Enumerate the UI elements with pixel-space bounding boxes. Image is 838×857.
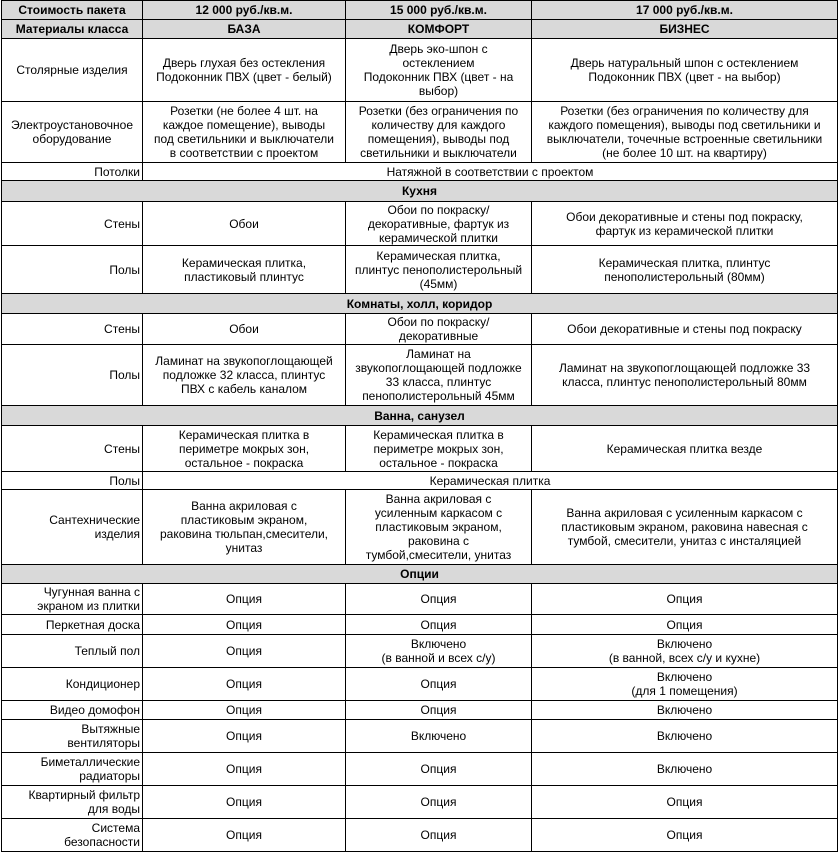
cell-line: Опция (226, 762, 262, 776)
rooms-floors-business (532, 345, 838, 406)
price-business: 17 000 руб./кв.м. (532, 1, 838, 20)
plumbing-row (2, 490, 838, 565)
kitchen-section-row (2, 181, 838, 202)
cell-line: Ванна акриловая с усиленным каркасом с (566, 506, 803, 520)
cell-line: остеклением (402, 56, 475, 70)
cell-line: (для 1 помещения) (631, 684, 738, 698)
cell-line: пенополистерольный (80мм) (604, 269, 765, 284)
kitchen-floors-business (532, 246, 838, 294)
package-comparison-table (1, 0, 838, 852)
cell-line: Опция (420, 592, 457, 606)
cell-line: выключатели, точечные встроенные светильники (546, 132, 823, 146)
cell-line: Включено (656, 670, 713, 684)
option-row (2, 615, 838, 635)
package-cost-label: Стоимость пакета (2, 1, 143, 20)
option-business (532, 819, 838, 852)
cell-line: (45мм) (419, 276, 458, 291)
cell-line: Розетки (без ограничения по количеству для (560, 104, 809, 118)
bath-walls-label: Стены (2, 426, 143, 472)
cell-line: ПВХ с кабель каналом (180, 382, 308, 396)
cell-line: остальное - покраска (379, 455, 498, 470)
rooms-floors-base (143, 345, 346, 406)
electrical-base (143, 102, 346, 163)
option-label (2, 701, 143, 720)
cell-line: пластиковым экраном, раковина навесная с (561, 520, 808, 534)
cell-line: Кондиционер (65, 677, 140, 691)
cell-line: Квартирный фильтр (28, 788, 140, 802)
option-comfort (346, 584, 532, 615)
option-row (2, 635, 838, 668)
kitchen-section-title: Кухня (2, 181, 838, 202)
cell-line: Обои по покраску/ (387, 202, 490, 217)
cell-line: Видео домофон (49, 703, 140, 717)
cell-line: Электроустановочное (10, 118, 134, 132)
cell-line: Вытяжные (81, 722, 140, 736)
cell-line: Включено (410, 637, 467, 651)
cell-line: Опция (226, 644, 262, 658)
cell-line: фартук из керамической плитки (595, 223, 774, 238)
cell-line: Подоконник ПВХ (цвет - белый) (156, 70, 332, 84)
electrical-comfort (346, 102, 532, 163)
cell-line: оборудование (32, 132, 112, 146)
cell-line: Опция (226, 828, 262, 842)
joinery-row (2, 39, 838, 102)
option-base (143, 668, 346, 701)
cell-line: Ванна акриловая с (385, 492, 492, 506)
cell-line: Ламинат на звукопоглощающей подложке 33 (558, 361, 811, 375)
cell-line: Сантехнические (49, 513, 140, 527)
cell-line: раковина тюльпан,смесители, (159, 527, 329, 541)
kitchen-walls-business (532, 202, 838, 246)
cell-line: под светильники и выключатели (154, 132, 334, 146)
cell-line: Керамическая плитка, плинтус (598, 255, 771, 270)
cell-line: (не более 10 шт. на квартиру) (602, 146, 767, 160)
joinery-label: Столярные изделия (2, 39, 143, 102)
bath-floors-row (2, 472, 838, 490)
cell-line: керамической плитки (378, 230, 499, 245)
cell-line: тумбой,смесители, унитаз (365, 548, 512, 562)
cell-line: Дверь глухая без остекления (162, 56, 326, 70)
option-row (2, 720, 838, 753)
rooms-walls-base: Обои (143, 314, 346, 345)
cell-line: Дверь натуральный шпон с остеклением (570, 56, 799, 70)
cell-line: в соответствии с проектом (169, 146, 319, 160)
joinery-comfort (346, 39, 532, 102)
cell-line: Розетки (без ограничения по (358, 104, 519, 118)
kitchen-floors-base (143, 246, 346, 294)
cell-line: радиаторы (79, 769, 140, 783)
cell-line: Керамическая плитка в (178, 427, 310, 442)
cell-line: декоративные, фартук из (367, 216, 510, 231)
option-base (143, 584, 346, 615)
cell-line: тумбой, смесители, унитаз с инсталяцией (567, 534, 802, 548)
cell-line: Опция (420, 762, 457, 776)
cell-line: количеству для каждого (371, 118, 506, 132)
kitchen-floors-label: Полы (2, 246, 143, 294)
cell-line: Включено (656, 729, 713, 743)
cell-line: пенополистерольный 45мм (362, 389, 515, 403)
bath-walls-row (2, 426, 838, 472)
rooms-walls-row (2, 314, 838, 345)
cell-line: Опция (420, 677, 457, 691)
rooms-section-title: Комнаты, холл, коридор (2, 294, 838, 314)
cell-line: Опция (226, 617, 262, 632)
cell-line: выбор) (418, 84, 459, 98)
option-label (2, 615, 143, 635)
cell-line: Включено (656, 703, 713, 717)
option-row (2, 819, 838, 852)
cell-line: подложке 32 класса, плинтус (162, 368, 326, 382)
option-business (532, 786, 838, 819)
bath-floors-label: Полы (2, 472, 143, 490)
cell-line: Ванна акриловая с (191, 499, 297, 513)
cell-line: Включено (656, 637, 713, 651)
option-comfort (346, 701, 532, 720)
cell-line: пластиковым экраном, (180, 513, 308, 527)
option-label (2, 635, 143, 668)
cell-line: Керамическая плитка, (376, 248, 501, 263)
bathroom-section-title: Ванна, санузел (2, 406, 838, 426)
option-base (143, 819, 346, 852)
option-base (143, 753, 346, 786)
cell-line: Ламинат на (406, 347, 471, 361)
cell-line: (в ванной и всех с/у) (381, 651, 496, 665)
option-comfort (346, 668, 532, 701)
joinery-base (143, 39, 346, 102)
option-base (143, 786, 346, 819)
bath-walls-comfort (346, 426, 532, 472)
option-label (2, 668, 143, 701)
cell-line: звукопоглощающей подложке (355, 361, 522, 375)
cell-line: для воды (87, 802, 140, 816)
option-base (143, 635, 346, 668)
cell-line: остальное - покраска (184, 455, 304, 470)
cell-line: Обои декоративные и стены под покраску, (566, 209, 803, 224)
option-base (143, 720, 346, 753)
cell-line: Опция (226, 729, 262, 743)
cell-line: Керамическая плитка, (181, 255, 307, 270)
option-business (532, 701, 838, 720)
electrical-business (532, 102, 838, 163)
ceilings-label: Потолки (2, 163, 143, 181)
option-row (2, 701, 838, 720)
cell-line: безопасности (64, 835, 140, 849)
option-label (2, 786, 143, 819)
cell-line: Опция (666, 795, 703, 809)
cell-line: помещения), выводы под (367, 132, 510, 146)
joinery-business (532, 39, 838, 102)
cell-line: (в ванной, всех с/у и кухне) (608, 651, 761, 665)
cell-line: Обои по покраску/ (387, 315, 490, 329)
option-base (143, 701, 346, 720)
cell-line: Опция (420, 703, 457, 717)
rooms-section-row (2, 294, 838, 314)
price-comfort: 15 000 руб./кв.м. (346, 1, 532, 20)
option-comfort (346, 786, 532, 819)
bath-floors-value: Керамическая плитка (143, 472, 838, 490)
cell-line: пластиковый плинтус (184, 269, 304, 284)
option-comfort (346, 615, 532, 635)
rooms-floors-label: Полы (2, 345, 143, 406)
option-comfort (346, 819, 532, 852)
cell-line: Дверь эко-шпон с (389, 42, 488, 56)
cell-line: усиленным каркасом с (374, 506, 503, 520)
cell-line: Перкетная доска (45, 617, 140, 632)
plumbing-label (2, 490, 143, 565)
materials-class-label: Материалы класса (2, 20, 143, 39)
bath-walls-business: Керамическая плитка везде (532, 426, 838, 472)
ceilings-value: Натяжной в соответствии с проектом (143, 163, 838, 181)
option-label (2, 819, 143, 852)
kitchen-walls-comfort (346, 202, 532, 246)
class-base: БАЗА (143, 20, 346, 39)
cell-line: Керамическая плитка в (373, 427, 504, 442)
cell-line: Опция (666, 592, 703, 606)
cell-line: декоративные (398, 329, 479, 343)
rooms-walls-business: Обои декоративные и стены под покраску (532, 314, 838, 345)
cell-line: унитаз (225, 541, 263, 555)
cell-line: Теплый пол (74, 644, 140, 658)
kitchen-floors-comfort (346, 246, 532, 294)
cell-line: Опция (226, 592, 262, 606)
cell-line: Подоконник ПВХ (цвет - на (363, 70, 514, 84)
cell-line: 33 класса, плинтус (385, 375, 492, 389)
rooms-walls-comfort (346, 314, 532, 345)
cell-line: периметре мокрых зон, (178, 441, 310, 456)
cell-line: Подоконник ПВХ (цвет - на выбор) (588, 70, 781, 84)
rooms-walls-label: Стены (2, 314, 143, 345)
option-comfort (346, 753, 532, 786)
options-section-title: Опции (2, 565, 838, 584)
rooms-floors-row (2, 345, 838, 406)
cell-line: Опция (420, 617, 457, 632)
plumbing-business (532, 490, 838, 565)
cell-line: класса, плинтус пенополистерольный 80мм (562, 375, 807, 389)
option-row (2, 584, 838, 615)
cell-line: плинтус пенополистерольный (354, 262, 523, 277)
cell-line: периметре мокрых зон, (373, 441, 504, 456)
option-label (2, 720, 143, 753)
price-header-row (2, 1, 838, 20)
option-base (143, 615, 346, 635)
option-business (532, 584, 838, 615)
bath-walls-base (143, 426, 346, 472)
ceilings-row (2, 163, 838, 181)
bathroom-section-row (2, 406, 838, 426)
cell-line: Опция (666, 617, 703, 632)
cell-line: экраном из плитки (37, 599, 140, 613)
cell-line: раковина с (407, 534, 470, 548)
cell-line: Опция (226, 703, 262, 717)
option-label (2, 753, 143, 786)
kitchen-walls-label: Стены (2, 202, 143, 246)
cell-line: Опция (666, 828, 703, 842)
cell-line: Ламинат на звукопоглощающей (155, 354, 333, 368)
cell-line: Система (91, 821, 140, 835)
rooms-floors-comfort (346, 345, 532, 406)
option-business (532, 720, 838, 753)
class-business: БИЗНЕС (532, 20, 838, 39)
cell-line: каждое помещение), выводы (162, 118, 326, 132)
cell-line: Опция (420, 795, 457, 809)
cell-line: Включено (656, 762, 713, 776)
cell-line: светильники и выключатели (360, 146, 517, 160)
kitchen-floors-row (2, 246, 838, 294)
electrical-row (2, 102, 838, 163)
kitchen-walls-base: Обои (143, 202, 346, 246)
plumbing-comfort (346, 490, 532, 565)
options-section-row (2, 565, 838, 584)
option-business (532, 668, 838, 701)
cell-line: Включено (410, 729, 467, 743)
cell-line: изделия (94, 527, 140, 541)
option-comfort (346, 635, 532, 668)
cell-line: пластиковым экраном, (375, 520, 502, 534)
class-header-row (2, 20, 838, 39)
option-row (2, 753, 838, 786)
option-business (532, 753, 838, 786)
price-base: 12 000 руб./кв.м. (143, 1, 346, 20)
cell-line: Чугунная ванна с (43, 585, 140, 599)
option-business (532, 615, 838, 635)
cell-line: вентиляторы (67, 736, 140, 750)
plumbing-base (143, 490, 346, 565)
class-comfort: КОМФОРТ (346, 20, 532, 39)
kitchen-walls-row (2, 202, 838, 246)
electrical-label (2, 102, 143, 163)
cell-line: Опция (226, 677, 262, 691)
option-business (532, 635, 838, 668)
cell-line: Опция (226, 795, 262, 809)
option-comfort (346, 720, 532, 753)
cell-line: Биметаллические (40, 755, 140, 769)
option-label (2, 584, 143, 615)
cell-line: Опция (420, 828, 457, 842)
cell-line: Розетки (не более 4 шт. на (170, 104, 318, 118)
cell-line: каждого помещения), выводы под светильники и (548, 118, 821, 132)
option-row (2, 668, 838, 701)
option-row (2, 786, 838, 819)
